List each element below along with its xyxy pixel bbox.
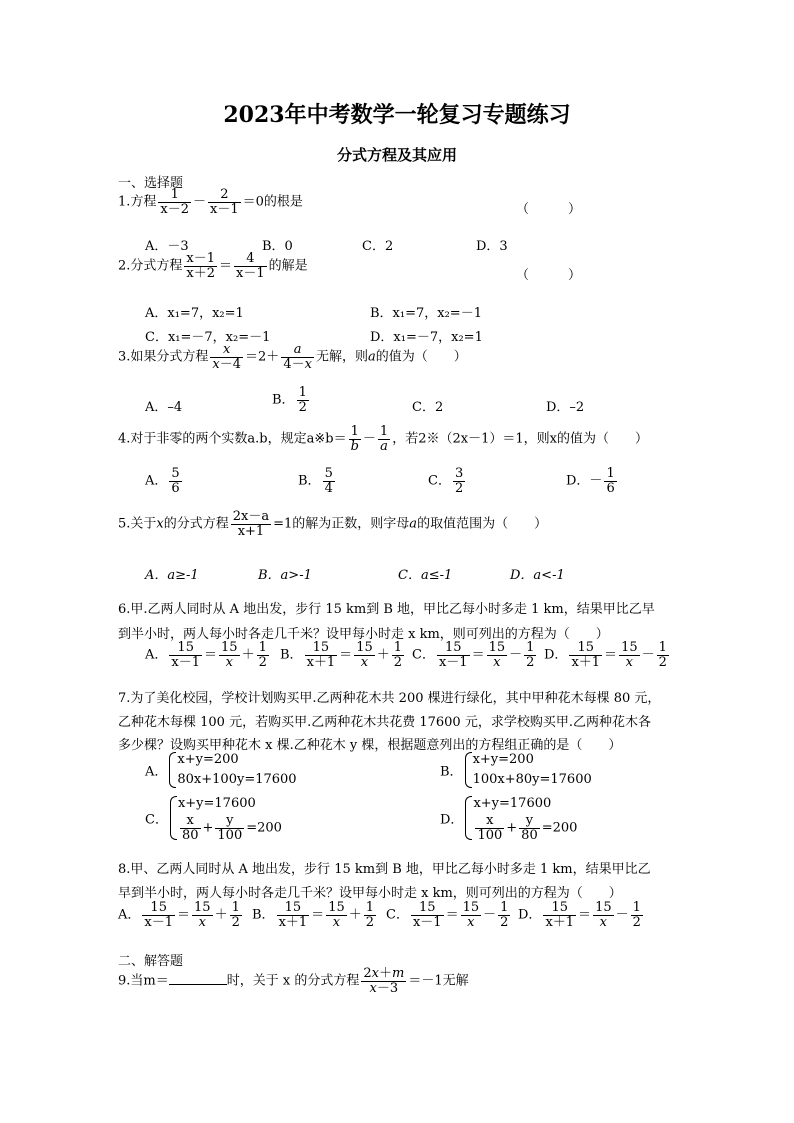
q2-stem-end: 的解是: [268, 258, 308, 274]
option-d: D． $\frac{15}{x+1}$ ＝ $\frac{15}{x}$ － $\frac{1}{2}$: [544, 640, 667, 670]
option-c: C． $\frac{15}{x-1}$ ＝ $\frac{15}{x}$ － $\frac{1}{2}$: [386, 900, 509, 930]
equation-system: x+y=200 100x+80y=17600: [463, 750, 592, 790]
question-1: 1.方程 $\frac{1}{x-2}$ － $\frac{2}{x-1}$ ＝0的根是: [118, 187, 303, 217]
question-3: [118, 343, 467, 371]
option-d: D．–2: [546, 400, 585, 415]
option-b: B． $\frac{15}{x+1}$ ＝ $\frac{15}{x}$ ＋ $\frac{1}{2}$: [252, 900, 375, 930]
fraction: $\frac{2x+m}{x-3}$: [363, 966, 405, 996]
section-heading: 二、解答题: [118, 954, 184, 969]
question-7-line3: 多少棵？设购买甲种花木 x 棵.乙种花木 y 棵，根据题意列出的方程组正确的是（ ）: [118, 738, 622, 753]
option-a: A．a≥-1: [145, 568, 199, 583]
fraction: $\frac{1}{x-2}$: [160, 187, 190, 217]
question-6-line2: 到半小时，两人每小时各走几千米？设甲每小时走 x km，则可列出的方程为（ ）: [118, 627, 609, 642]
q9-stem-mid: 时，关于 x 的分式方程: [226, 973, 360, 989]
fraction: $\frac{4}{x-1}$: [236, 251, 265, 281]
q1-stem-end: ＝0的根是: [242, 194, 303, 210]
answer-blank[interactable]: [169, 972, 227, 985]
option-d: D．x₁=－7，x₂=1: [370, 330, 483, 345]
option-b: B．0: [262, 239, 293, 254]
variable: a: [367, 349, 376, 365]
question-4: 4.对于非零的两个实数a.b，规定a※b＝ $\frac{1}{b}$ － $\frac{1}{a}$ ，若2※（2x－1）＝1，则x的值为（ ）: [118, 424, 648, 454]
option-c: C． x+y=17600 $\frac{x}{80}$ + $\frac{y}{100}$ =200: [145, 796, 282, 843]
question-6-line1: 6.甲.乙两人同时从 A 地出发，步行 15 km到 B 地，甲比乙每小时多走 1 km，结果甲比乙早: [118, 602, 655, 617]
q4-stem: 4.对于非零的两个实数a.b，规定a※b＝: [118, 431, 347, 447]
option-d: D．－ $\frac{1}{6}$: [566, 466, 615, 496]
option-b: B． $\frac{1}{2}$: [272, 385, 307, 415]
question-7-line1: 7.为了美化校园，学校计划购买甲.乙两种花木共 200 棵进行绿化，其中甲种花木每棵 80 元，: [118, 691, 661, 706]
option-a: A．–4: [145, 400, 183, 415]
option-d: D．3: [476, 239, 508, 254]
answer-paren: （ ）: [516, 202, 582, 217]
answer-paren: （ ）: [516, 268, 582, 283]
q9-stem-end: ＝－1无解: [408, 973, 469, 989]
variable: a: [409, 516, 418, 532]
option-c: C．a≤-1: [398, 568, 453, 583]
page-title: 2023年中考数学一轮复习专题练习: [223, 102, 571, 128]
question-8-line1: 8.甲、乙两人同时从 A 地出发，步行 15 km到 B 地，甲比乙每小时多走 1 km，结果甲比乙: [118, 862, 651, 877]
equation-system: x+y=200 80x+100y=17600: [167, 750, 296, 790]
option-c: C． $\frac{3}{2}$: [428, 466, 464, 496]
q2-stem: 2.分式方程: [118, 258, 183, 274]
fraction: $\frac{2x-a}{x+1}$: [232, 509, 270, 539]
q3-stem: 3.如果分式方程: [118, 349, 209, 365]
question-2: 2.分式方程 $\frac{x-1}{x+2}$ ＝ $\frac{4}{x-1}$ 的解是: [118, 251, 308, 281]
question-5: [118, 510, 547, 538]
q5-stem-end: =1的解为正数，则字母: [273, 516, 410, 532]
question-9: [118, 967, 469, 995]
option-a: A．x₁=7，x₂=1: [145, 306, 244, 321]
option-c: C．2: [412, 400, 444, 415]
option-a: A．－3: [145, 239, 189, 254]
q5-stem: 5.关于: [118, 516, 157, 532]
q5-stem-mid: 的分式方程: [163, 516, 229, 532]
equation-system: x+y=17600 $\frac{x}{80}$ + $\frac{y}{100}$ =200: [168, 794, 282, 842]
question-7-line2: 乙种花木每棵 100 元，若购买甲.乙两种花木共花费 17600 元，求学校购买甲.乙两种花木各: [118, 715, 651, 730]
option-c: C．x₁=－7，x₂=－1: [145, 330, 271, 345]
option-a: A． x+y=200 80x+100y=17600: [145, 750, 297, 790]
option-d: D． x+y=17600 $\frac{x}{100}$ + $\frac{y}{80}$ =200: [440, 796, 578, 843]
q9-stem: 9.当m＝: [118, 973, 169, 989]
option-c: C． $\frac{15}{x-1}$ ＝ $\frac{15}{x}$ － $\frac{1}{2}$: [412, 640, 535, 670]
option-b: B．x₁=7，x₂=－1: [370, 306, 482, 321]
fraction: $\frac{x}{x-4}$: [212, 342, 242, 372]
q3-stem-mid: ＝2＋: [245, 349, 280, 365]
option-b: B．a>-1: [258, 568, 312, 583]
variable: x: [156, 516, 164, 532]
option-b: B． $\frac{5}{4}$: [298, 466, 333, 496]
option-c: C．2: [362, 239, 394, 254]
fraction: $\frac{1}{a}$: [379, 424, 389, 454]
q3-stem-end2: 的值为（ ）: [375, 349, 467, 365]
q1-stem: 1.方程: [118, 194, 157, 210]
fraction: $\frac{a}{4-x}$: [283, 342, 312, 372]
fraction: $\frac{x-1}{x+2}$: [186, 251, 216, 281]
equation-system: x+y=17600 $\frac{x}{100}$ + $\frac{y}{80}$ =200: [463, 794, 577, 842]
option-b: B． $\frac{15}{x+1}$ ＝ $\frac{15}{x}$ ＋ $\frac{1}{2}$: [280, 640, 403, 670]
option-a: A． $\frac{5}{6}$: [145, 466, 180, 496]
q4-stem-end: ，若2※（2x－1）＝1，则x的值为（ ）: [392, 431, 648, 447]
option-a: A． $\frac{15}{x-1}$ ＝ $\frac{15}{x}$ ＋ $\frac{1}{2}$: [145, 640, 267, 670]
fraction: $\frac{2}{x-1}$: [210, 187, 239, 217]
question-8-line2: 早到半小时，两人每小时各走几千米？设甲每小时走 x km，则可列出的方程为（ ）: [118, 886, 622, 901]
q5-stem-end2: 的取值范围为（ ）: [417, 516, 548, 532]
option-b: B． x+y=200 100x+80y=17600: [440, 750, 592, 790]
option-d: D．a<-1: [510, 568, 565, 583]
fraction: $\frac{1}{b}$: [350, 424, 359, 454]
page-subtitle: 分式方程及其应用: [336, 146, 457, 164]
option-d: D． $\frac{15}{x+1}$ ＝ $\frac{15}{x}$ － $\frac{1}{2}$: [518, 900, 641, 930]
q3-stem-end: 无解，则: [315, 349, 368, 365]
section-heading: 一、选择题: [118, 176, 184, 191]
option-a: A． $\frac{15}{x-1}$ ＝ $\frac{15}{x}$ ＋ $\frac{1}{2}$: [118, 900, 240, 930]
